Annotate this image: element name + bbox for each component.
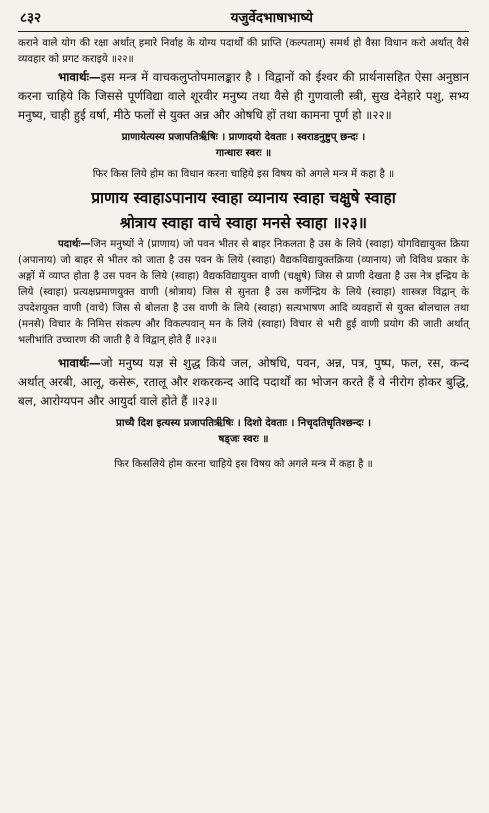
svara-line: षड्जः स्वरः ॥ [218, 434, 269, 445]
padartha-paragraph: पदार्थः—जिन मनुष्यों ने (प्राणाय) जो पवन भीतर से बाहर निकलता है उस के लिये (स्वाहा) योगविद्यायुक्त क्रिया (अपानाय) जो बाहर से भीतर को जाता है उस पवन के लिये (स्वाहा) वैद्यकविद्यायुक्तक्रिया (व्यानाय) जो विविध प्रकार के अङ्गों में व्याप्त होता है उस पवन के लिये (स्वाहा) वैद्यकविद्यायुक्त वाणी (चक्षुषे) जिस से प्राणी देखता है उस नेत्र इन्द्रिय के लिये (स्वाहा) प्रत्यक्षप्रमाणयुक्त वाणी (श्रोत्राय) जिस से सुनता है उस कर्णेन्द्रिय के लिये (स्वाहा) शास्त्रज्ञ विद्वान् के उपदेशयुक्त वाणी (वाचे) जिस से बोलता है उस वाणी के लिये (स्वाहा) सत्यभाषण आदि व्यवहारों से युक्त बोलचाल तथा (मनसे) विचार के निमित्त संकल्प और विकल्पवान् मन के लिये (स्वाहा) विचार से भरी हुई वाणी प्रयोग की जाती अर्थात् भलीभांति उच्चारण की जाती है वे विद्वान् होते हैं ॥२३॥ [18, 239, 469, 346]
mantra-line: श्रोत्राय स्वाहा वाचे स्वाहा मनसे स्वाहा ॥२३॥ [119, 213, 368, 232]
rishi-devata-line: प्राणायेत्यस्य प्रजापतिर्ऋ॑षिः । प्राणादयो देवताः । स्वराडनुष्टुप् छन्दः । [121, 132, 366, 143]
header-rule [18, 31, 469, 32]
running-title: यजुर्वेदभाषाभाष्ये [230, 10, 313, 26]
mantra-intro: फिर किस लिये होम का विधान करना चाहिये इस विषय को अगले मन्त्र में कहा है ॥ [92, 169, 395, 180]
bhavartha-label: भावार्थः— [58, 356, 101, 370]
bhavartha-paragraph: भावार्थः—जो मनुष्य यज्ञ से शुद्ध किये जल, ओषधि, पवन, अन्न, पत्र, पुष्प, फल, रस, कन्द अर्थात् अरबी, आलू, कसेरू, रतालू और शकरकन्द आदि पदार्थों का भोजन करते हैं वे नीरोग होकर बुद्धि, बल, आरोग्यपन और आयुर्दा वाले होते हैं ॥२३॥ [18, 356, 469, 408]
mantra-line: प्राणाय स्वाहाऽपानाय स्वाहा व्यानाय स्वाहा चक्षुषे स्वाहा [91, 188, 396, 207]
prev-bhavartha: भावार्थः—इस मन्त्र में वाचकलुप्तोपमालङ्कार है । विद्वानों को ईश्वर की प्रार्थनासहित ऐसा अनुष्ठान करना चाहिये कि जिससे पूर्णविद्या वाले शूरवीर मनुष्य तथा वैसे ही गुणवाली स्त्री, सुख देनेहारे पशु, सभ्य मनुष्य, चाही हुई वर्षा, मीठे फलों से युक्त अन्न और ओषधि हों तथा कामना पूर्ण हो ॥२२॥ [18, 70, 469, 122]
prev-padartha-continuation: कराने वाले योग की रक्षा अर्थात् हमारे निर्वाह के योग्य पदार्थों की प्राप्ति (कल्पताम्) समर्थ हो वैसा विधान करो अर्थात् वैसे व्यवहार को प्रगट कराइये ॥२२॥ [18, 38, 469, 65]
rishi-devata-line: प्राच्यै दिश इत्यस्य प्रजापतिर्ऋ॑षिः । दिशो देवताः । निचृदतिधृतिश्छन्दः । [116, 418, 371, 429]
svara-line: गान्धारः स्वरः ॥ [215, 148, 272, 159]
bhavartha-label: भावार्थः— [58, 70, 101, 84]
mantra-text [18, 185, 469, 235]
page-number: ८३२ [20, 10, 42, 26]
mantra-intro: फिर किसलिये होम करना चाहिये इस विषय को अगले मन्त्र में कहा है ॥ [114, 459, 373, 470]
page-header [18, 8, 469, 28]
padartha-label: पदार्थः— [58, 239, 91, 250]
